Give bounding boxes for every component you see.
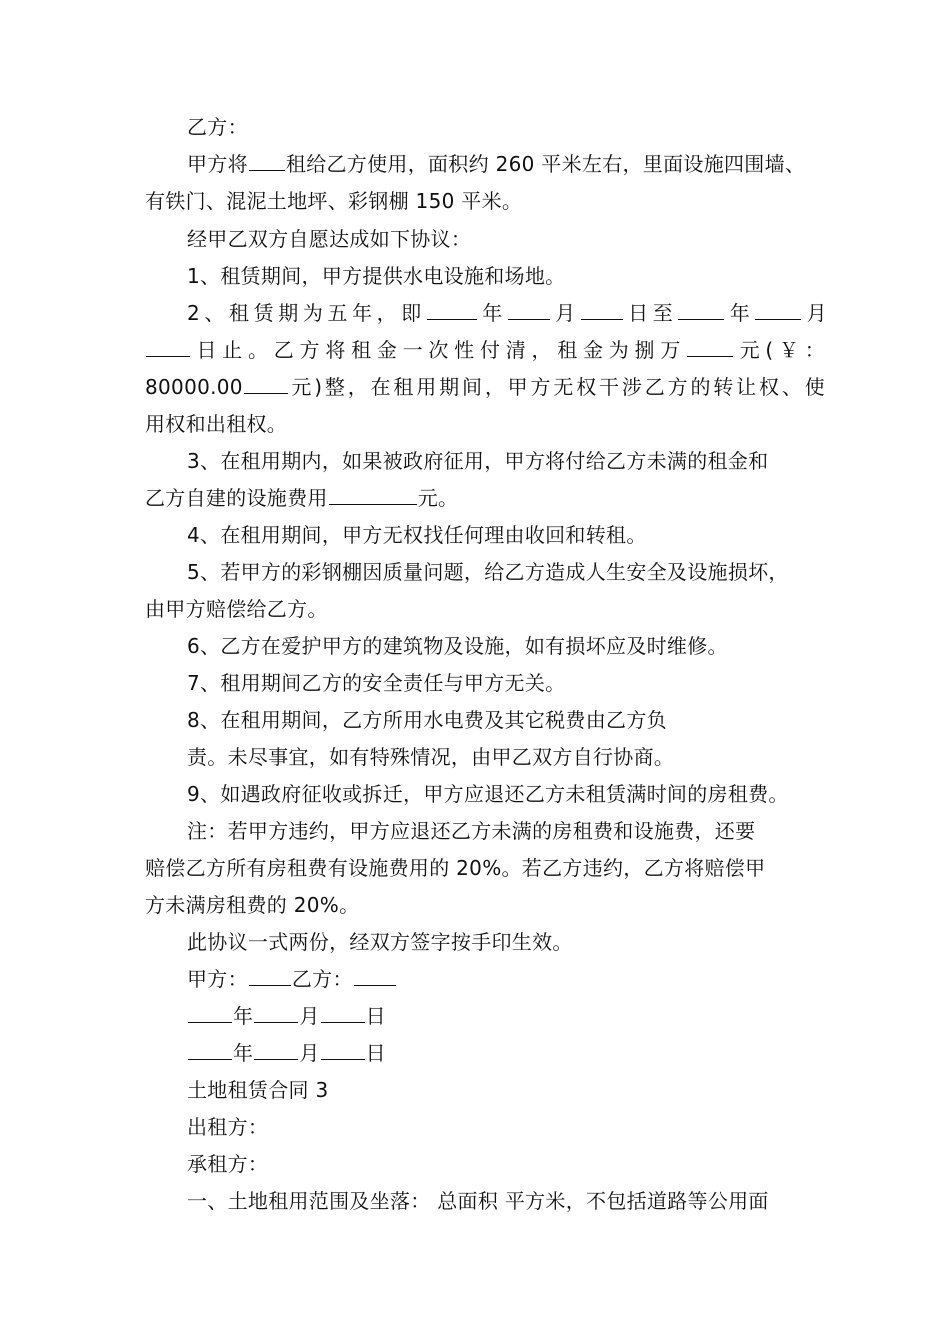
clause-7: 7、租用期间乙方的安全责任与甲方无关。 bbox=[187, 671, 566, 695]
note-line-1: 注：若甲方违约，甲方应退还乙方未满的房租费和设施费，还要 bbox=[187, 819, 756, 843]
blank-field bbox=[581, 301, 623, 320]
blank-field bbox=[244, 375, 288, 394]
blank-field bbox=[188, 1004, 232, 1023]
clause-2-line-4: 用权和出租权。 bbox=[145, 412, 288, 436]
lessee-line: 承租方： bbox=[187, 1152, 269, 1176]
clause-2-line-1: 2、租赁期为五年，即 年 月 日至 年 月 bbox=[187, 301, 827, 325]
blank-field bbox=[254, 1041, 298, 1060]
blank-field bbox=[687, 338, 733, 357]
effectiveness-clause: 此协议一式两份，经双方签字按手印生效。 bbox=[187, 930, 573, 954]
blank-field bbox=[321, 1004, 365, 1023]
clause-2-line-3: 80000.00 元)整，在租用期间，甲方无权干涉乙方的转让权、使 bbox=[145, 375, 825, 399]
blank-field bbox=[249, 152, 285, 171]
blank-field bbox=[427, 301, 477, 320]
clause-8-line-1: 8、在租用期间，乙方所用水电费及其它税费由乙方负 bbox=[187, 708, 667, 732]
blank-field bbox=[188, 1041, 232, 1060]
blank-field bbox=[354, 967, 396, 986]
clause-intro-line-1: 甲方将 租给乙方使用，面积约 260 平米左右，里面设施四围墙、 bbox=[187, 152, 806, 176]
land-scope-clause: 一、土地租用范围及坐落： 总面积 平方米，不包括道路等公用面 bbox=[187, 1189, 769, 1213]
note-line-2: 赔偿乙方所有房租费有设施费用的 20%。若乙方违约，乙方将赔偿甲 bbox=[145, 856, 766, 880]
blank-field bbox=[146, 338, 190, 357]
clause-5-line-1: 5、若甲方的彩钢棚因质量问题，给乙方造成人生安全及设施损坏， bbox=[187, 560, 789, 584]
party-b-line: 乙方： bbox=[187, 115, 248, 139]
clause-4: 4、在租用期间，甲方无权找任何理由收回和转租。 bbox=[187, 523, 647, 547]
clause-5-line-2: 由甲方赔偿给乙方。 bbox=[145, 597, 328, 621]
blank-field bbox=[678, 301, 724, 320]
blank-field bbox=[321, 1041, 365, 1060]
clause-8-line-2: 责。未尽事宜，如有特殊情况，由甲乙双方自行协商。 bbox=[187, 745, 675, 769]
signature-line: 甲方： 乙方： bbox=[187, 966, 827, 992]
clause-1: 1、租赁期间，甲方提供水电设施和场地。 bbox=[187, 264, 566, 288]
section-title: 土地租赁合同 3 bbox=[187, 1078, 329, 1102]
agreement-heading: 经甲乙双方自愿达成如下协议： bbox=[187, 227, 472, 251]
clause-9: 9、如遇政府征收或拆迁，甲方应退还乙方未租赁满时间的房租费。 bbox=[187, 782, 789, 806]
blank-field bbox=[329, 486, 417, 505]
blank-field bbox=[254, 1004, 298, 1023]
lessor-line: 出租方： bbox=[187, 1115, 269, 1139]
clause-2-line-2: 日止。乙方将租金一次性付清，租金为捌万 元(￥： bbox=[145, 337, 825, 363]
clause-3-line-1: 3、在租用期内，如果被政府征用，甲方将付给乙方未满的租金和 bbox=[187, 449, 769, 473]
date-line-2: 年 月 日 bbox=[187, 1040, 827, 1066]
clause-3-line-2: 乙方自建的设施费用 元。 bbox=[145, 486, 459, 510]
date-line-1: 年 月 日 bbox=[187, 1003, 827, 1029]
blank-field bbox=[249, 967, 291, 986]
note-line-3: 方未满房租费的 20%。 bbox=[145, 893, 360, 917]
clause-intro-line-2: 有铁门、混泥土地坪、彩钢棚 150 平米。 bbox=[145, 189, 523, 213]
blank-field bbox=[508, 301, 550, 320]
blank-field bbox=[755, 301, 801, 320]
clause-6: 6、乙方在爱护甲方的建筑物及设施，如有损坏应及时维修。 bbox=[187, 634, 728, 658]
